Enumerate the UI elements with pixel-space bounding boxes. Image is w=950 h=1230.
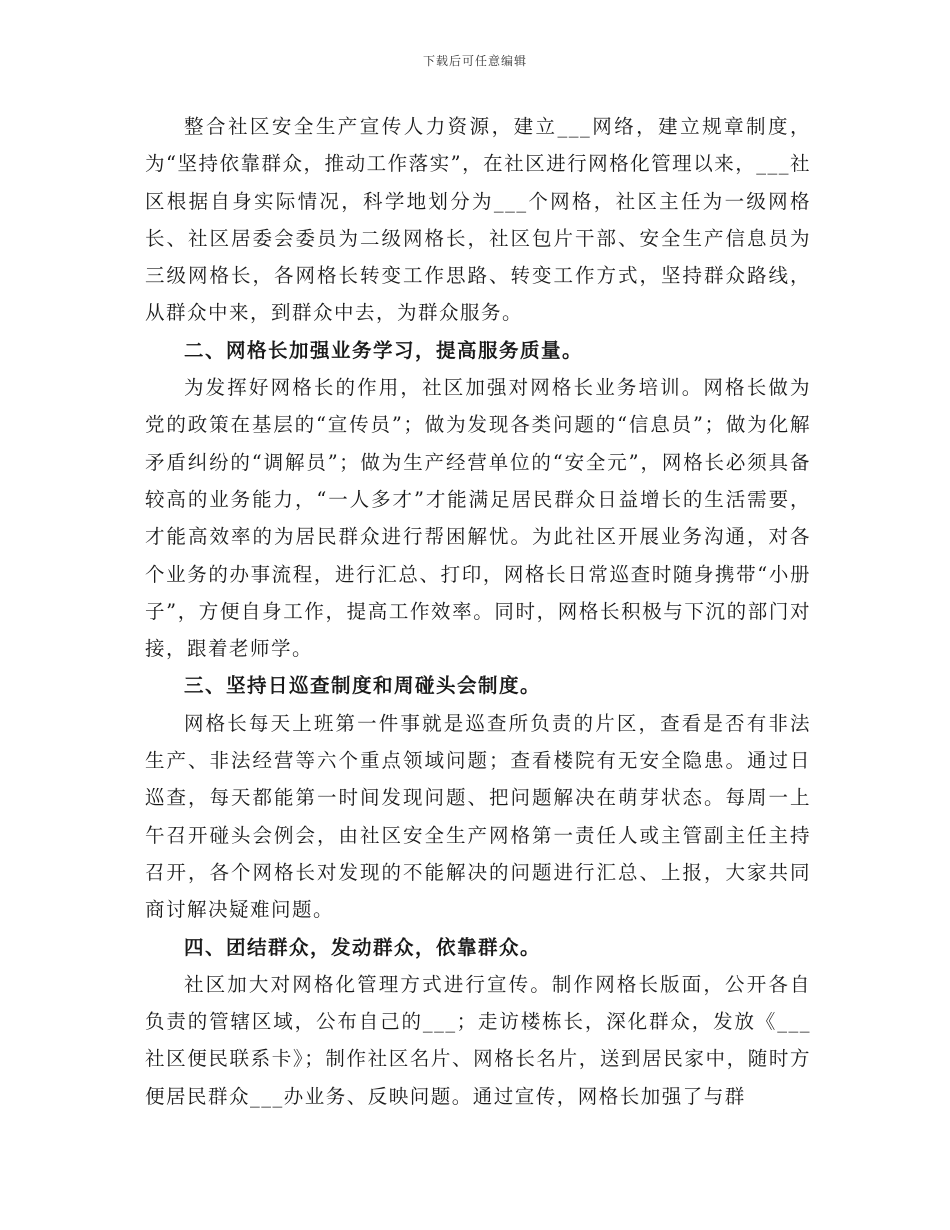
paragraph-business-study: 为发挥好网格长的作用，社区加强对网格长业务培训。网格长做为党的政策在基层的“宣传员”；做为发现各类问题的“信息员”；做为化解矛盾纠纷的“调解员”；做为生产经营单位的“安全元”，网格长必须具备较高的业务能力，“一人多才”才能满足居民群众日益增长的生活需要，才能高效率的为居民群众进行帮困解忧。为此社区开展业务沟通，对各个业务的办事流程，进行汇总、打印，网格长日常巡查时随身携带“小册子”，方便自身工作，提高工作效率。同时，网格长积极与下沉的部门对接，跟着老师学。 <box>145 376 811 661</box>
paragraph-daily-patrol: 网格长每天上班第一件事就是巡查所负责的片区，查看是否有非法生产、非法经营等六个重点领域问题；查看楼院有无安全隐患。通过日巡查，每天都能第一时间发现问题、把问题解决在萌芽状态。每周一上午召开碰头会例会，由社区安全生产网格第一责任人或主管副主任主持召开，各个网格长对发现的不能解决的问题进行汇总、上报，大家共同商讨解决疑难问题。 <box>145 711 811 922</box>
paragraph-network-setup: 整合社区安全生产宣传人力资源，建立___网络，建立规章制度，为“坚持依靠群众，推动工作落实”，在社区进行网格化管理以来，___社区根据自身实际情况，科学地划分为___个网格，社区主任为一级网格长、社区居委会委员为二级网格长，社区包片干部、安全生产信息员为三级网格长，各网格长转变工作思路、转变工作方式，坚持群众路线，从群众中来，到群众中去，为群众服务。 <box>145 115 811 325</box>
section-heading-2: 二、网格长加强业务学习，提高服务质量。 <box>184 338 584 362</box>
section-heading-4: 四、团结群众，发动群众，依靠群众。 <box>184 935 542 959</box>
section-heading-3: 三、坚持日巡查制度和周碰头会制度。 <box>184 674 542 698</box>
document-body <box>145 108 811 1115</box>
paragraph-mass-unity: 社区加大对网格化管理方式进行宣传。制作网格长版面，公开各自负责的管辖区域，公布自己的___；走访楼栋长，深化群众，发放《___社区便民联系卡》；制作社区名片、网格长名片，送到居民家中，随时方便居民群众___办业务、反映问题。通过宣传，网格长加强了与群 <box>145 972 811 1108</box>
page-header: 下载后可任意编辑 <box>422 54 527 68</box>
